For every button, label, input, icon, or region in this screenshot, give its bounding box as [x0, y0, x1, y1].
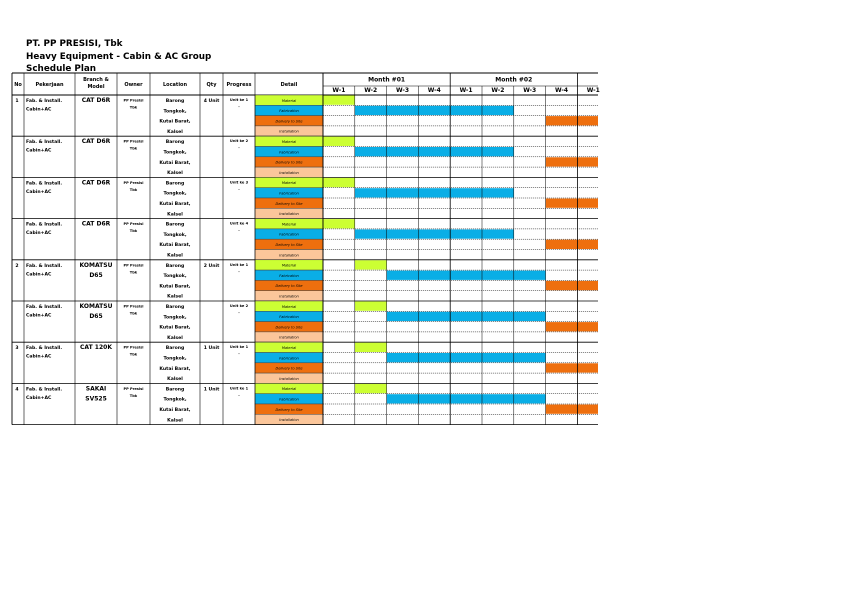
- cell-owner: PP Presisi: [123, 98, 144, 103]
- cell-location: Kutai Barat,: [159, 325, 191, 331]
- row-number: 2: [15, 263, 19, 269]
- cell-pekerjaan: Cabin+AC: [26, 272, 52, 278]
- cell-pekerjaan: Fab. & Install.: [26, 222, 63, 228]
- cell-model: CAT 120K: [80, 344, 112, 352]
- detail-material-label: Material: [281, 222, 297, 227]
- cell-pekerjaan: Fab. & Install.: [26, 140, 63, 146]
- gantt-bar-fabrication: [355, 106, 514, 115]
- detail-installation-label: Installation: [279, 294, 299, 299]
- cell-pekerjaan: Cabin+AC: [26, 148, 52, 154]
- cell-owner: PP Presisi: [123, 222, 144, 227]
- cell-owner: Tbk: [129, 146, 138, 151]
- column-header-location: Location: [162, 82, 188, 88]
- gantt-bar-material: [323, 178, 355, 187]
- cell-progress: Unit ke 1: [229, 386, 249, 391]
- cell-location: Kalsel: [167, 335, 183, 341]
- cell-owner: Tbk: [129, 352, 138, 357]
- cell-location: Kutai Barat,: [159, 408, 191, 413]
- gantt-bar-fabrication: [387, 312, 546, 321]
- detail-installation-label: Installation: [279, 335, 299, 340]
- month-header: Month #01: [368, 76, 406, 84]
- cell-location: Kalsel: [167, 253, 183, 259]
- cell-model: SAKAI: [85, 385, 107, 393]
- week-header: W-2: [491, 87, 505, 94]
- cell-progress: Unit ke 3: [229, 180, 249, 185]
- cell-location: Kutai Barat,: [159, 119, 191, 125]
- detail-fabrication-label: Fabrication: [279, 356, 299, 361]
- detail-material-label: Material: [281, 346, 297, 350]
- month-header: Month #02: [495, 76, 533, 84]
- cell-location: Tongkok,: [163, 274, 187, 280]
- cell-progress-value: -: [238, 146, 240, 151]
- detail-installation-label: Installation: [279, 212, 299, 217]
- cell-location: Barong: [165, 222, 185, 228]
- row-number: 3: [15, 346, 19, 352]
- gantt-bar-fabrication: [387, 394, 546, 403]
- cell-pekerjaan: Cabin+AC: [26, 354, 52, 360]
- cell-qty: 4 Unit: [203, 99, 220, 104]
- week-header: W-4: [427, 87, 441, 94]
- cell-model: D65: [89, 313, 103, 320]
- cell-location: Barong: [165, 181, 185, 187]
- row-number: 1: [15, 99, 19, 104]
- cell-location: Kutai Barat,: [159, 160, 191, 166]
- gantt-bar-material: [355, 343, 387, 352]
- gantt-bar-fabrication: [355, 188, 514, 197]
- cell-progress-value: -: [238, 352, 240, 357]
- cell-pekerjaan: Fab. & Install.: [26, 99, 63, 104]
- row-number: 4: [15, 387, 19, 393]
- cell-pekerjaan: Fab. & Install.: [26, 305, 63, 310]
- cell-qty: 2 Unit: [203, 263, 220, 269]
- cell-pekerjaan: Fab. & Install.: [26, 181, 63, 187]
- cell-model: CAT D6R: [81, 220, 111, 228]
- cell-model: CAT D6R: [81, 97, 111, 104]
- cell-location: Kalsel: [167, 377, 183, 383]
- detail-fabrication-label: Fabrication: [279, 232, 299, 237]
- detail-fabrication-label: Fabrication: [279, 397, 299, 402]
- cell-progress-value: -: [238, 393, 240, 398]
- column-header-no: No: [14, 82, 22, 88]
- gantt-bar-delivery: [546, 281, 598, 290]
- cell-progress-value: -: [238, 105, 240, 109]
- cell-location: Kutai Barat,: [159, 243, 191, 249]
- detail-installation-label: Installation: [279, 170, 299, 175]
- detail-delivery-label: Delivery to Site: [275, 243, 303, 247]
- cell-location: Kalsel: [167, 294, 183, 300]
- cell-pekerjaan: Cabin+AC: [26, 189, 52, 195]
- column-header-detail: Detail: [280, 82, 298, 88]
- cell-owner: Tbk: [129, 187, 138, 192]
- week-header: W-3: [523, 87, 537, 94]
- week-header: W-1: [586, 87, 600, 94]
- cell-owner: Tbk: [129, 105, 138, 110]
- detail-material-label: Material: [281, 263, 297, 268]
- cell-owner: PP Presisi: [123, 304, 144, 309]
- cell-owner: PP Presisi: [123, 139, 144, 144]
- cell-model: D65: [89, 271, 103, 279]
- cell-owner: Tbk: [129, 393, 138, 398]
- cell-owner: PP Presisi: [123, 345, 144, 350]
- detail-delivery-label: Delivery to Site: [275, 407, 303, 412]
- gantt-bar-delivery: [546, 199, 598, 208]
- cell-pekerjaan: Cabin+AC: [26, 107, 52, 113]
- detail-delivery-label: Delivery to Site: [275, 325, 303, 330]
- cell-model: CAT D6R: [81, 138, 111, 146]
- cell-location: Kutai Barat,: [159, 202, 191, 207]
- column-header-owner: Owner: [124, 82, 143, 88]
- cell-location: Barong: [165, 346, 185, 352]
- cell-location: Tongkok,: [163, 315, 187, 321]
- detail-material-label: Material: [281, 140, 297, 144]
- detail-delivery-label: Delivery to Site: [275, 160, 303, 165]
- cell-location: Kutai Barat,: [159, 366, 191, 372]
- gantt-bar-fabrication: [387, 271, 546, 280]
- column-header-pekerjaan: Pekerjaan: [35, 82, 64, 88]
- detail-delivery-label: Delivery to Site: [275, 284, 303, 289]
- cell-model: CAT D6R: [81, 179, 111, 187]
- detail-material-label: Material: [281, 98, 297, 103]
- cell-model: KOMATSU: [79, 303, 113, 310]
- gantt-bar-material: [323, 96, 355, 105]
- cell-pekerjaan: Cabin+AC: [26, 313, 52, 319]
- detail-delivery-label: Delivery to Site: [275, 201, 303, 206]
- cell-location: Barong: [165, 387, 185, 393]
- detail-delivery-label: Delivery to Site: [275, 119, 303, 124]
- cell-pekerjaan: Cabin+AC: [26, 395, 52, 401]
- cell-location: Tongkok,: [163, 356, 187, 362]
- gantt-bar-material: [355, 302, 387, 311]
- cell-owner: Tbk: [129, 270, 138, 275]
- cell-owner: PP Presisi: [123, 263, 144, 268]
- cell-location: Barong: [165, 263, 185, 269]
- week-header: W-2: [364, 87, 378, 94]
- cell-progress: Unit ke 2: [229, 304, 249, 308]
- gantt-bar-fabrication: [355, 147, 514, 156]
- column-header-progress: Progress: [226, 82, 252, 88]
- detail-fabrication-label: Fabrication: [279, 191, 299, 196]
- detail-material-label: Material: [281, 387, 297, 392]
- cell-location: Barong: [165, 305, 185, 310]
- cell-progress-value: -: [238, 311, 240, 315]
- cell-pekerjaan: Cabin+AC: [26, 231, 52, 237]
- gantt-bar-delivery: [546, 363, 598, 372]
- cell-location: Kalsel: [167, 212, 183, 218]
- cell-owner: Tbk: [129, 311, 138, 316]
- cell-location: Tongkok,: [163, 150, 187, 156]
- column-header-branch: Branch &: [83, 77, 109, 83]
- cell-location: Kalsel: [167, 129, 183, 135]
- week-header: W-1: [459, 87, 473, 94]
- detail-installation-label: Installation: [279, 129, 299, 134]
- gantt-bar-fabrication: [387, 353, 546, 362]
- cell-pekerjaan: Fab. & Install.: [26, 387, 63, 393]
- cell-qty: 1 Unit: [203, 387, 220, 393]
- department-name: Heavy Equipment - Cabin & AC Group: [26, 51, 212, 62]
- detail-installation-label: Installation: [279, 376, 299, 381]
- gantt-bar-delivery: [546, 157, 598, 166]
- cell-location: Tongkok,: [163, 109, 187, 115]
- cell-owner: Tbk: [129, 229, 138, 234]
- cell-progress: Unit ke 4: [229, 221, 249, 226]
- cell-location: Barong: [165, 140, 185, 146]
- cell-location: Tongkok,: [163, 232, 187, 238]
- cell-location: Barong: [165, 99, 185, 104]
- gantt-bar-material: [323, 219, 355, 228]
- cell-progress-value: -: [238, 228, 240, 233]
- cell-owner: PP Presisi: [123, 386, 144, 391]
- cell-location: Kalsel: [167, 171, 183, 177]
- gantt-bar-delivery: [546, 322, 598, 331]
- detail-installation-label: Installation: [279, 253, 299, 258]
- cell-location: Tongkok,: [163, 191, 187, 197]
- gantt-bar-material: [323, 137, 355, 146]
- gantt-bar-delivery: [546, 405, 598, 414]
- cell-progress: Unit ke 2: [229, 139, 249, 144]
- cell-progress: Unit ke 1: [229, 98, 249, 102]
- week-header: W-3: [395, 87, 410, 94]
- gantt-bar-material: [355, 384, 387, 393]
- detail-material-label: Material: [281, 304, 297, 309]
- company-name: PT. PP PRESISI, Tbk: [26, 39, 123, 49]
- cell-progress: Unit ke 1: [229, 345, 249, 350]
- cell-owner: PP Presisi: [123, 180, 144, 185]
- gantt-bar-delivery: [546, 240, 598, 249]
- detail-delivery-label: Delivery to Site: [275, 366, 303, 371]
- detail-fabrication-label: Fabrication: [279, 150, 299, 155]
- gantt-bar-fabrication: [355, 229, 514, 238]
- detail-fabrication-label: Fabrication: [279, 315, 299, 320]
- cell-model: SV525: [85, 395, 107, 403]
- detail-material-label: Material: [281, 181, 297, 186]
- cell-location: Kalsel: [167, 418, 183, 424]
- cell-pekerjaan: Fab. & Install.: [26, 263, 63, 269]
- cell-model: KOMATSU: [79, 261, 113, 269]
- cell-pekerjaan: Fab. & Install.: [26, 346, 63, 352]
- cell-qty: 1 Unit: [203, 346, 220, 352]
- cell-progress-value: -: [238, 269, 240, 274]
- gantt-bar-delivery: [546, 116, 598, 125]
- cell-progress: Unit ke 1: [229, 262, 249, 267]
- document-title: Schedule Plan: [26, 64, 97, 75]
- detail-fabrication-label: Fabrication: [279, 273, 299, 278]
- cell-progress-value: -: [238, 187, 240, 192]
- week-header: W-4: [554, 87, 569, 94]
- column-header-qty: Qty: [206, 82, 217, 88]
- cell-location: Tongkok,: [163, 397, 187, 403]
- column-header-model: Model: [87, 84, 105, 90]
- cell-location: Kutai Barat,: [159, 284, 191, 290]
- week-header: W-1: [332, 87, 346, 94]
- gantt-bar-material: [355, 260, 387, 269]
- detail-fabrication-label: Fabrication: [279, 109, 299, 114]
- detail-installation-label: Installation: [279, 418, 299, 423]
